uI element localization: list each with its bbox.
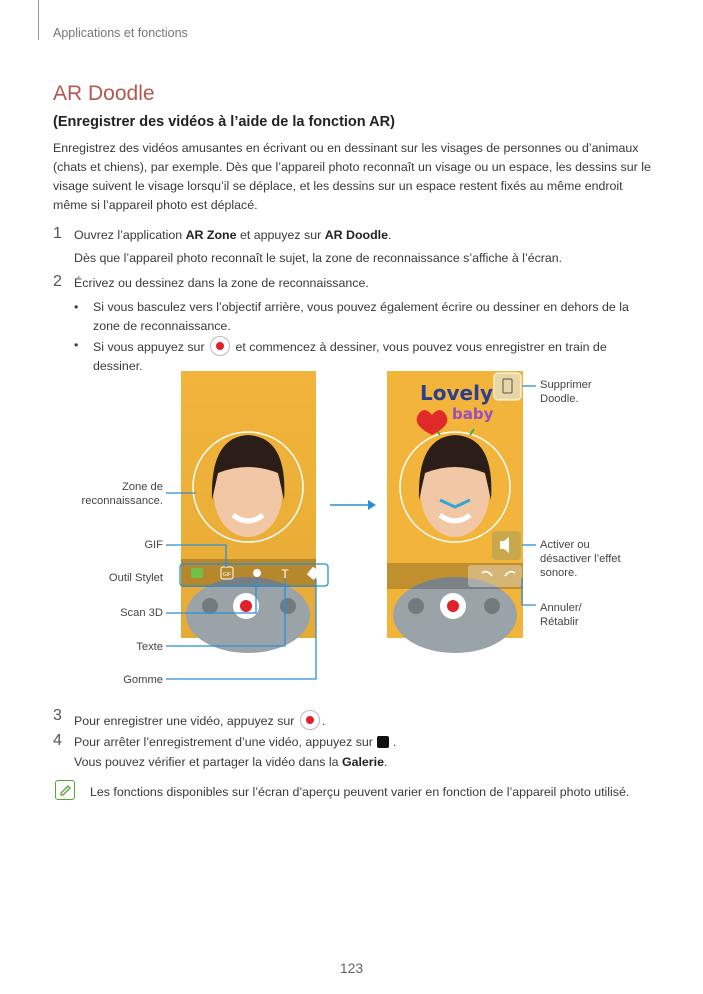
label-sound-toggle: Activer ou désactiver l’effet sonore. <box>540 539 621 579</box>
pen-tool-icon <box>191 568 203 578</box>
record-icon <box>300 710 320 730</box>
step-number: 3 <box>53 707 62 724</box>
step-number: 4 <box>53 732 62 749</box>
switch-camera-icon <box>280 598 296 614</box>
label-text: Texte <box>136 641 163 653</box>
page-subtitle: (Enregistrer des vidéos à l’aide de la fonction AR) <box>53 114 395 130</box>
page-number: 123 <box>339 960 364 976</box>
stop-icon <box>377 736 389 748</box>
effects-icon <box>202 598 218 614</box>
label-delete-doodle: Supprimer Doodle. <box>540 379 592 405</box>
section-title: Applications et fonctions <box>53 26 188 40</box>
record-icon <box>210 336 230 356</box>
step-1-detail: Dès que l’appareil photo reconnaît le sujet, la zone de reconnaissance s’affiche à l’écran. <box>74 251 563 265</box>
intro-paragraph: Enregistrez des vidéos amusantes en écrivant ou en dessinant sur les visages de personnes ou d’animaux (chats et chiens), par exemple. Dès que l’appareil photo reconnaît un visage ou un espace, les dessins sur le visage suivent le visage lorsqu’il se déplace, et les dessins sur un espace restent fixés au même endroit même si l’appareil photo est déplacé. <box>53 141 651 212</box>
page-title: AR Doodle <box>53 82 155 105</box>
step-number: 1 <box>53 225 62 242</box>
phone-screen-before <box>181 371 320 653</box>
phone-screen-after <box>387 371 523 653</box>
undo-redo-group <box>468 565 522 587</box>
label-recognition-zone: Zone de reconnaissance. <box>81 481 163 507</box>
svg-text:GIF: GIF <box>222 572 232 578</box>
step-number: 2 <box>53 273 62 290</box>
label-eraser: Gomme <box>123 674 163 686</box>
delete-doodle-button <box>494 373 521 400</box>
step-text: Ouvrez l’application AR Zone et appuyez sur AR Doodle. <box>74 228 392 242</box>
label-scan-3d: Scan 3D <box>120 607 163 619</box>
label-gif: GIF <box>144 539 163 551</box>
text-tool-icon <box>281 567 289 581</box>
svg-text:Lovely: Lovely <box>420 381 493 405</box>
note-icon <box>55 780 75 800</box>
label-undo-redo: Annuler/ Rétablir <box>540 602 582 628</box>
step-text: Écrivez ou dessinez dans la zone de reconnaissance. <box>74 276 369 290</box>
step-4-detail: Vous pouvez vérifier et partager la vidéo dans la Galerie. <box>74 755 388 769</box>
note-text: Les fonctions disponibles sur l’écran d’aperçu peuvent varier en fonction de l’appareil photo utilisé. <box>90 785 630 799</box>
header-rule <box>38 0 39 40</box>
scan-3d-icon <box>253 569 261 577</box>
svg-text:baby: baby <box>452 405 494 423</box>
svg-text:T: T <box>281 567 289 581</box>
label-pen-tool: Outil Stylet <box>108 572 163 584</box>
